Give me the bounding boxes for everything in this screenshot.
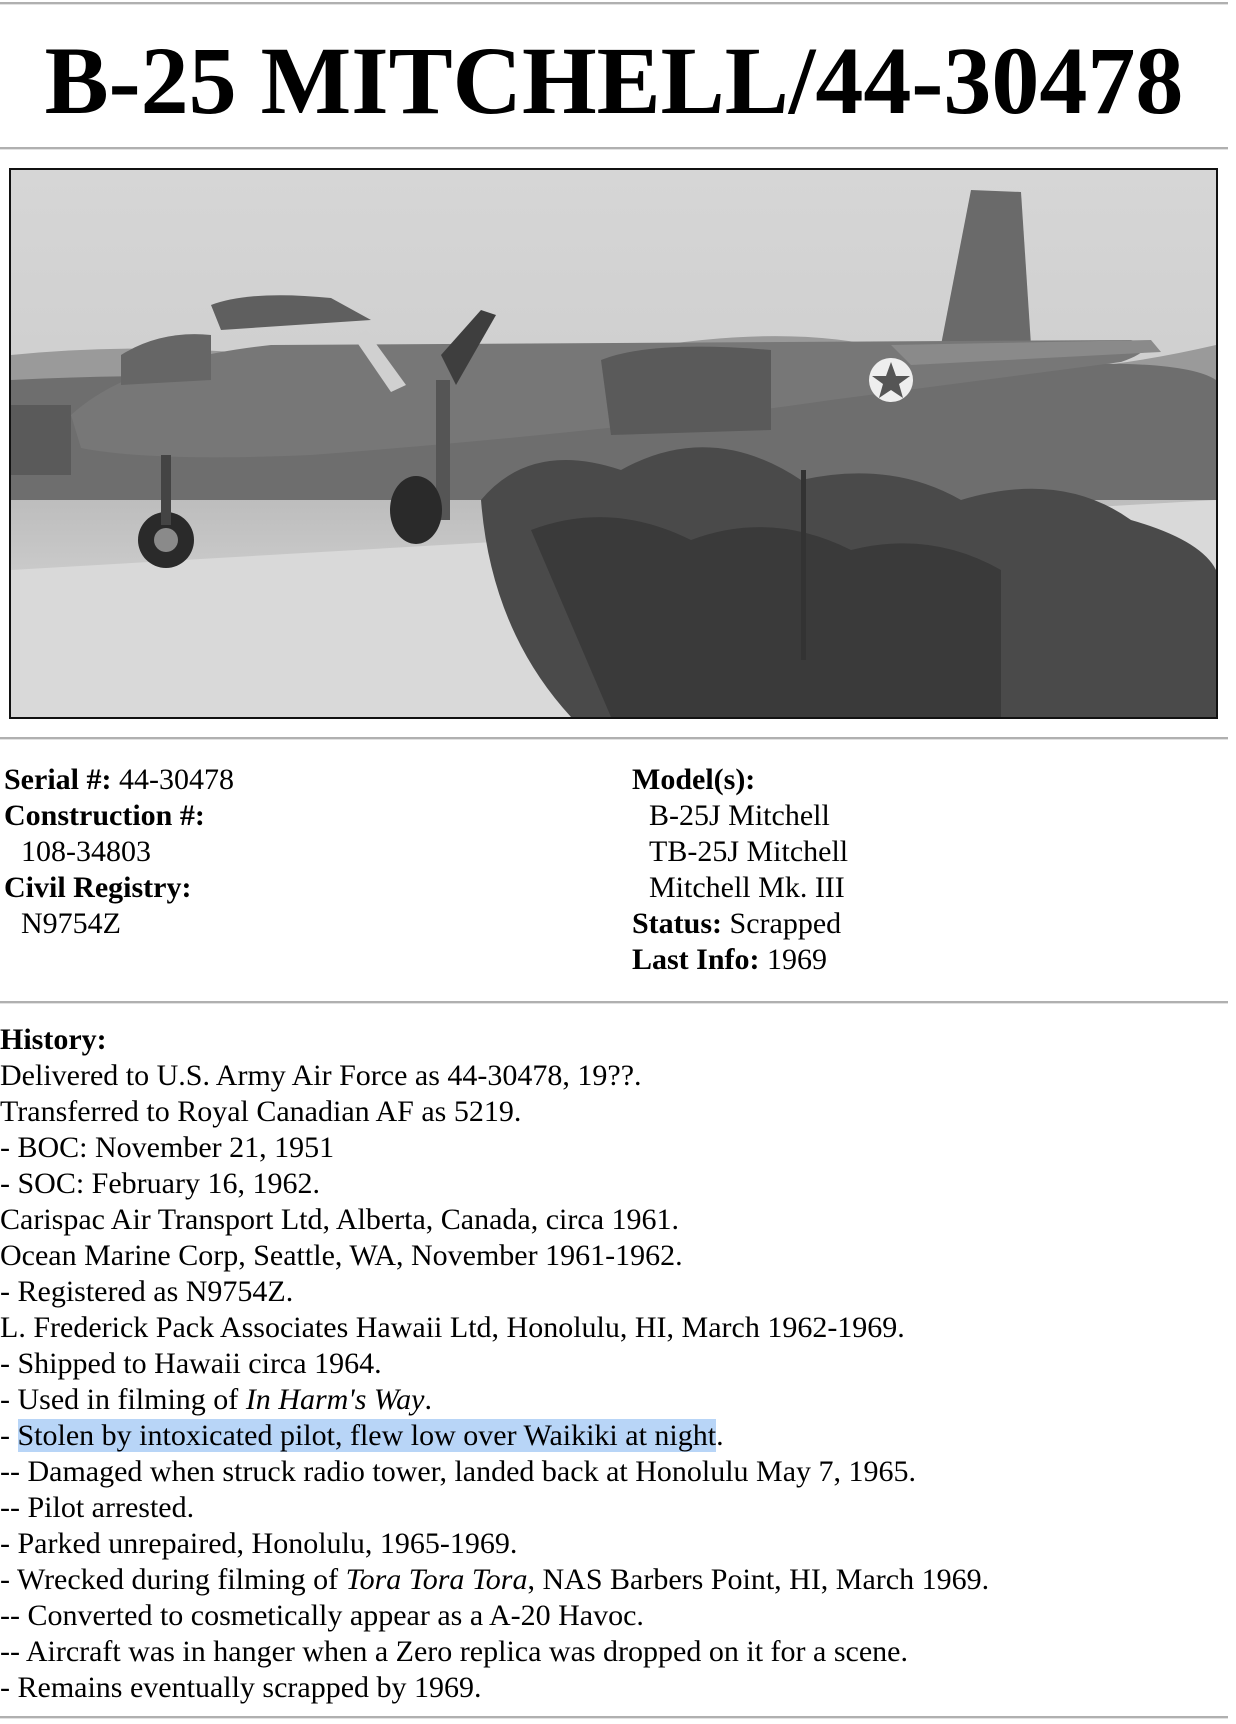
construction-label: Construction #: <box>4 799 205 832</box>
history-section <box>0 1022 1228 1706</box>
bottom-divider <box>0 1716 1228 1719</box>
model-item: B-25J Mitchell <box>649 799 830 832</box>
history-line: Delivered to U.S. Army Air Force as 44-30478, 19??. <box>0 1059 642 1092</box>
model-item: Mitchell Mk. III <box>649 871 845 904</box>
last-info-row <box>632 942 848 978</box>
history-line <box>0 1562 1228 1598</box>
model-item: TB-25J Mitchell <box>649 835 849 868</box>
status-row <box>632 906 848 942</box>
history-text: - Used in filming of <box>0 1383 246 1416</box>
history-line: - Parked unrepaired, Honolulu, 1965-1969. <box>0 1527 518 1560</box>
history-line: - SOC: February 16, 1962. <box>0 1167 320 1200</box>
title-divider <box>0 147 1228 150</box>
photo-divider <box>0 737 1228 740</box>
history-text: . <box>424 1383 432 1416</box>
history-line: - Remains eventually scrapped by 1969. <box>0 1671 482 1704</box>
history-line <box>0 1382 1228 1418</box>
top-divider <box>0 2 1228 5</box>
specs-divider <box>0 1001 1228 1004</box>
history-text: - Wrecked during filming of <box>0 1563 346 1596</box>
models-label: Model(s): <box>632 763 756 796</box>
status-label: Status: <box>632 907 723 940</box>
history-line: L. Frederick Pack Associates Hawaii Ltd, Honolulu, HI, March 1962-1969. <box>0 1311 905 1344</box>
history-line: Transferred to Royal Canadian AF as 5219. <box>0 1095 522 1128</box>
history-line: - Shipped to Hawaii circa 1964. <box>0 1347 382 1380</box>
film-title: In Harm's Way <box>245 1383 425 1416</box>
serial-value: 44-30478 <box>118 763 234 796</box>
spec-right-column <box>632 762 848 978</box>
history-heading: History: <box>0 1023 107 1056</box>
history-line: -- Converted to cosmetically appear as a A-20 Havoc. <box>0 1599 644 1632</box>
history-line: Ocean Marine Corp, Seattle, WA, November 1961-1962. <box>0 1239 683 1272</box>
selected-text[interactable]: Stolen by intoxicated pilot, flew low over Waikiki at night <box>17 1419 717 1452</box>
construction-value: 108-34803 <box>21 835 151 868</box>
last-info-value: 1969 <box>767 943 828 976</box>
serial-row <box>4 762 234 798</box>
history-line: Carispac Air Transport Ltd, Alberta, Canada, circa 1961. <box>0 1203 680 1236</box>
civil-registry-label: Civil Registry: <box>4 871 192 904</box>
history-line: -- Pilot arrested. <box>0 1491 195 1524</box>
civil-registry-value: N9754Z <box>21 907 121 940</box>
history-line: -- Aircraft was in hanger when a Zero replica was dropped on it for a scene. <box>0 1635 908 1668</box>
aircraft-photo <box>9 168 1218 719</box>
serial-label: Serial #: <box>4 763 112 796</box>
history-line: - Registered as N9754Z. <box>0 1275 294 1308</box>
history-line: -- Damaged when struck radio tower, landed back at Honolulu May 7, 1965. <box>0 1455 917 1488</box>
history-line: - BOC: November 21, 1951 <box>0 1131 335 1164</box>
status-value: Scrapped <box>729 907 842 940</box>
history-text: . <box>716 1419 724 1452</box>
history-line <box>0 1418 1228 1454</box>
last-info-label: Last Info: <box>632 943 760 976</box>
spec-left-column <box>4 762 234 942</box>
page-title: B-25 MITCHELL/44-30478 <box>44 27 1184 134</box>
history-text: - <box>0 1419 18 1452</box>
history-text: , NAS Barbers Point, HI, March 1969. <box>527 1563 990 1596</box>
film-title: Tora Tora Tora <box>345 1563 528 1596</box>
